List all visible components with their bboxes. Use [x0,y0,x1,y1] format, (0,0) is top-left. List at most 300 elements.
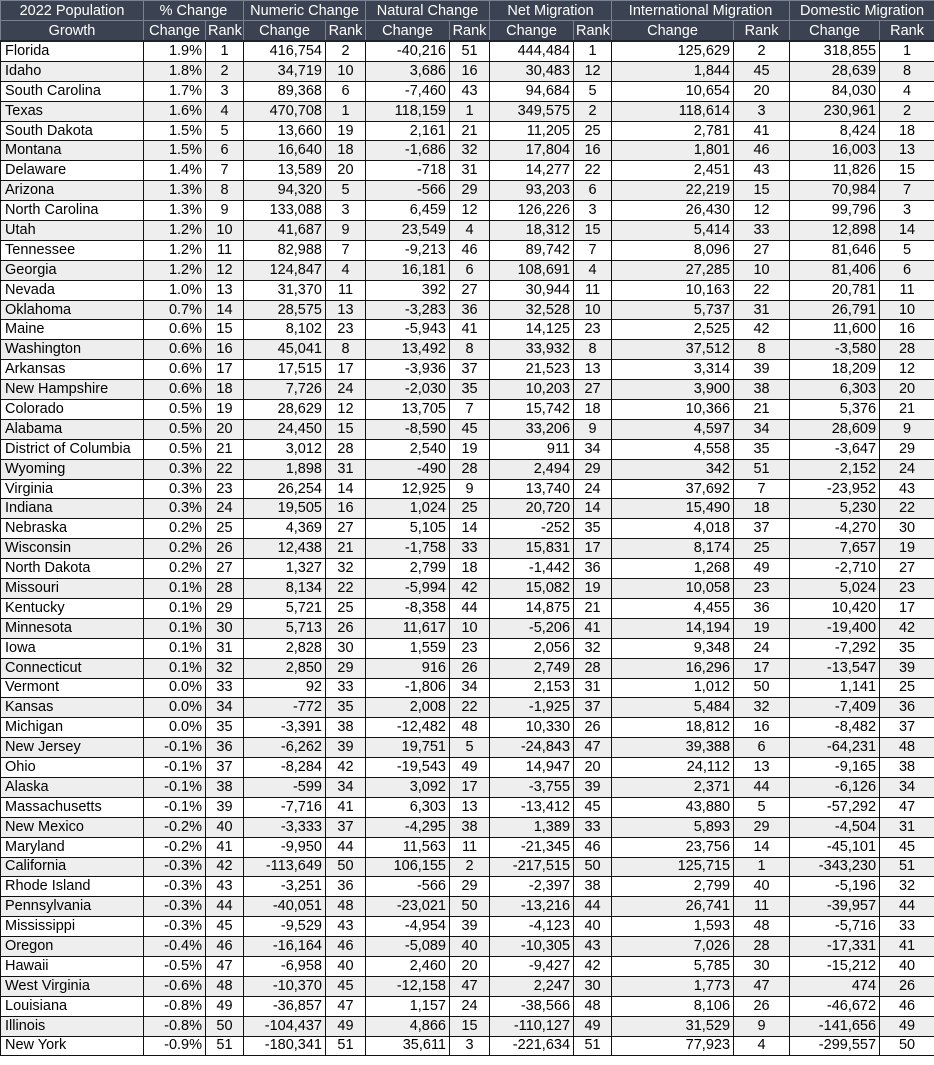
net-migration-rank-cell: 18 [574,400,612,420]
international-migration-rank-cell: 25 [734,539,790,559]
table-row [1,976,934,996]
net-migration-rank-cell: 6 [574,181,612,201]
net-migration-cell: -4,123 [490,917,574,937]
state-name-cell: Montana [1,141,144,161]
international-migration-cell: 15,490 [612,499,734,519]
domestic-migration-cell: -64,231 [790,738,880,758]
natural-change-cell: -5,943 [366,320,450,340]
domestic-migration-cell: 5,024 [790,579,880,599]
domestic-migration-rank-cell: 40 [880,956,934,976]
international-migration-cell: 1,593 [612,917,734,937]
domestic-migration-rank-cell: 10 [880,300,934,320]
natural-change-cell: -5,089 [366,937,450,957]
table-row [1,161,934,181]
table-row [1,559,934,579]
state-name-cell: South Carolina [1,81,144,101]
domestic-migration-cell: -2,710 [790,559,880,579]
pct-change-cell: 0.7% [144,300,206,320]
table-row [1,300,934,320]
numeric-change-cell: -3,391 [244,718,326,738]
natural-change-cell: 13,705 [366,400,450,420]
net-migration-cell: -5,206 [490,618,574,638]
pct-change-cell: 1.5% [144,121,206,141]
table-row [1,897,934,917]
international-migration-rank-cell: 6 [734,738,790,758]
pct-change-cell: -0.8% [144,996,206,1016]
domestic-migration-cell: 318,855 [790,41,880,61]
international-migration-rank-cell: 12 [734,201,790,221]
table-row [1,519,934,539]
international-migration-rank-cell: 37 [734,519,790,539]
natural-change-rank-cell: 5 [450,738,490,758]
natural-change-cell: -8,358 [366,598,450,618]
domestic-migration-cell: -5,196 [790,877,880,897]
domestic-migration-rank-cell: 50 [880,1036,934,1056]
numeric-change-cell: -599 [244,777,326,797]
pct-change-cell: -0.5% [144,956,206,976]
domestic-migration-rank-cell: 16 [880,320,934,340]
domestic-migration-cell: -13,547 [790,658,880,678]
net-migration-cell: -110,127 [490,1016,574,1036]
domestic-migration-cell: -23,952 [790,479,880,499]
natural-change-cell: -2,030 [366,380,450,400]
international-migration-rank-cell: 47 [734,976,790,996]
numeric-change-rank-cell: 44 [326,837,366,857]
net-migration-rank-cell: 24 [574,479,612,499]
net-migration-cell: 911 [490,439,574,459]
natural-change-rank-cell: 43 [450,81,490,101]
state-name-cell: Michigan [1,718,144,738]
numeric-change-rank-cell: 1 [326,101,366,121]
domestic-migration-rank-cell: 19 [880,539,934,559]
table-row [1,937,934,957]
pct-change-cell: 0.2% [144,519,206,539]
numeric-change-cell: -16,164 [244,937,326,957]
domestic-migration-rank-cell: 34 [880,777,934,797]
international-migration-cell: 342 [612,459,734,479]
subheader-cell: Rank [880,21,934,42]
net-migration-cell: 32,528 [490,300,574,320]
pct-change-rank-cell: 12 [206,260,244,280]
natural-change-rank-cell: 3 [450,1036,490,1056]
international-migration-cell: 77,923 [612,1036,734,1056]
natural-change-cell: 35,611 [366,1036,450,1056]
net-migration-rank-cell: 47 [574,738,612,758]
natural-change-rank-cell: 4 [450,221,490,241]
table-row [1,459,934,479]
domestic-migration-cell: 81,646 [790,240,880,260]
international-migration-rank-cell: 49 [734,559,790,579]
table-row [1,181,934,201]
natural-change-cell: -12,158 [366,976,450,996]
table-row [1,101,934,121]
domestic-migration-cell: 474 [790,976,880,996]
net-migration-rank-cell: 3 [574,201,612,221]
international-migration-rank-cell: 34 [734,419,790,439]
numeric-change-rank-cell: 15 [326,419,366,439]
pct-change-cell: 0.6% [144,360,206,380]
pct-change-rank-cell: 2 [206,61,244,81]
domestic-migration-rank-cell: 38 [880,758,934,778]
table-row [1,758,934,778]
state-name-cell: South Dakota [1,121,144,141]
table-row [1,400,934,420]
state-name-cell: Florida [1,41,144,61]
international-migration-rank-cell: 13 [734,758,790,778]
international-migration-rank-cell: 16 [734,718,790,738]
state-name-cell: New Hampshire [1,380,144,400]
numeric-change-cell: 5,713 [244,618,326,638]
pct-change-cell: -0.3% [144,877,206,897]
state-name-cell: Alaska [1,777,144,797]
domestic-migration-rank-cell: 43 [880,479,934,499]
state-name-cell: New Mexico [1,817,144,837]
domestic-migration-cell: -5,716 [790,917,880,937]
natural-change-rank-cell: 33 [450,539,490,559]
table-row [1,320,934,340]
net-migration-rank-cell: 42 [574,956,612,976]
pct-change-cell: 0.5% [144,439,206,459]
state-name-cell: Connecticut [1,658,144,678]
pct-change-rank-cell: 40 [206,817,244,837]
state-name-cell: Nebraska [1,519,144,539]
natural-change-rank-cell: 34 [450,678,490,698]
international-migration-rank-cell: 21 [734,400,790,420]
numeric-change-rank-cell: 17 [326,360,366,380]
domestic-migration-cell: 99,796 [790,201,880,221]
international-migration-cell: 125,629 [612,41,734,61]
net-migration-cell: -21,345 [490,837,574,857]
table-row [1,638,934,658]
pct-change-rank-cell: 44 [206,897,244,917]
international-migration-rank-cell: 8 [734,340,790,360]
net-migration-rank-cell: 1 [574,41,612,61]
domestic-migration-rank-cell: 8 [880,61,934,81]
natural-change-rank-cell: 48 [450,718,490,738]
international-migration-rank-cell: 4 [734,1036,790,1056]
pct-change-cell: 0.1% [144,579,206,599]
state-name-cell: Indiana [1,499,144,519]
net-migration-rank-cell: 14 [574,499,612,519]
header-numeric-change: Numeric Change [244,1,366,21]
net-migration-cell: 444,484 [490,41,574,61]
natural-change-cell: -4,954 [366,917,450,937]
net-migration-cell: 14,875 [490,598,574,618]
header-domestic-migration: Domestic Migration [790,1,934,21]
natural-change-cell: 5,105 [366,519,450,539]
numeric-change-cell: 4,369 [244,519,326,539]
domestic-migration-cell: 10,420 [790,598,880,618]
net-migration-cell: 30,944 [490,280,574,300]
natural-change-cell: -9,213 [366,240,450,260]
domestic-migration-cell: -7,409 [790,698,880,718]
international-migration-rank-cell: 18 [734,499,790,519]
domestic-migration-rank-cell: 36 [880,698,934,718]
state-name-cell: Maryland [1,837,144,857]
domestic-migration-rank-cell: 33 [880,917,934,937]
domestic-migration-rank-cell: 29 [880,439,934,459]
international-migration-cell: 2,525 [612,320,734,340]
natural-change-cell: -490 [366,459,450,479]
pct-change-rank-cell: 31 [206,638,244,658]
pct-change-rank-cell: 14 [206,300,244,320]
international-migration-rank-cell: 3 [734,101,790,121]
natural-change-rank-cell: 47 [450,976,490,996]
net-migration-cell: 2,056 [490,638,574,658]
numeric-change-cell: -104,437 [244,1016,326,1036]
natural-change-cell: -1,686 [366,141,450,161]
pct-change-cell: 0.0% [144,698,206,718]
net-migration-cell: 89,742 [490,240,574,260]
international-migration-rank-cell: 46 [734,141,790,161]
numeric-change-rank-cell: 18 [326,141,366,161]
domestic-migration-rank-cell: 22 [880,499,934,519]
numeric-change-cell: -40,051 [244,897,326,917]
domestic-migration-cell: 230,961 [790,101,880,121]
natural-change-cell: 106,155 [366,857,450,877]
net-migration-cell: 14,125 [490,320,574,340]
international-migration-cell: 5,737 [612,300,734,320]
numeric-change-cell: 17,515 [244,360,326,380]
subheader-cell: Rank [450,21,490,42]
natural-change-rank-cell: 16 [450,61,490,81]
international-migration-rank-cell: 24 [734,638,790,658]
international-migration-cell: 3,314 [612,360,734,380]
net-migration-rank-cell: 49 [574,1016,612,1036]
net-migration-rank-cell: 51 [574,1036,612,1056]
pct-change-rank-cell: 25 [206,519,244,539]
international-migration-rank-cell: 44 [734,777,790,797]
domestic-migration-rank-cell: 49 [880,1016,934,1036]
net-migration-cell: 17,804 [490,141,574,161]
domestic-migration-cell: -46,672 [790,996,880,1016]
domestic-migration-cell: -3,647 [790,439,880,459]
state-name-cell: Maine [1,320,144,340]
international-migration-rank-cell: 20 [734,81,790,101]
international-migration-rank-cell: 36 [734,598,790,618]
international-migration-rank-cell: 15 [734,181,790,201]
table-row [1,996,934,1016]
domestic-migration-cell: 5,230 [790,499,880,519]
international-migration-cell: 10,366 [612,400,734,420]
net-migration-cell: 20,720 [490,499,574,519]
numeric-change-cell: 34,719 [244,61,326,81]
table-row [1,280,934,300]
net-migration-rank-cell: 46 [574,837,612,857]
state-name-cell: Kansas [1,698,144,718]
international-migration-rank-cell: 27 [734,240,790,260]
numeric-change-cell: 8,134 [244,579,326,599]
international-migration-cell: 10,058 [612,579,734,599]
domestic-migration-cell: -141,656 [790,1016,880,1036]
pct-change-cell: -0.1% [144,758,206,778]
numeric-change-rank-cell: 50 [326,857,366,877]
numeric-change-rank-cell: 9 [326,221,366,241]
numeric-change-rank-cell: 7 [326,240,366,260]
state-name-cell: Mississippi [1,917,144,937]
international-migration-rank-cell: 17 [734,658,790,678]
net-migration-rank-cell: 26 [574,718,612,738]
domestic-migration-cell: 11,826 [790,161,880,181]
pct-change-cell: -0.1% [144,797,206,817]
domestic-migration-rank-cell: 46 [880,996,934,1016]
subheader-cell: Change [366,21,450,42]
numeric-change-rank-cell: 4 [326,260,366,280]
pct-change-cell: 0.6% [144,340,206,360]
net-migration-rank-cell: 2 [574,101,612,121]
domestic-migration-cell: 18,209 [790,360,880,380]
natural-change-cell: 2,008 [366,698,450,718]
pct-change-rank-cell: 37 [206,758,244,778]
pct-change-rank-cell: 20 [206,419,244,439]
state-name-cell: Utah [1,221,144,241]
net-migration-rank-cell: 32 [574,638,612,658]
state-name-cell: West Virginia [1,976,144,996]
numeric-change-rank-cell: 38 [326,718,366,738]
state-name-cell: Hawaii [1,956,144,976]
natural-change-cell: 2,540 [366,439,450,459]
international-migration-cell: 9,348 [612,638,734,658]
natural-change-rank-cell: 32 [450,141,490,161]
pct-change-cell: 1.2% [144,260,206,280]
pct-change-rank-cell: 38 [206,777,244,797]
natural-change-cell: 3,686 [366,61,450,81]
international-migration-rank-cell: 38 [734,380,790,400]
numeric-change-cell: 89,368 [244,81,326,101]
domestic-migration-rank-cell: 7 [880,181,934,201]
natural-change-cell: 12,925 [366,479,450,499]
net-migration-rank-cell: 17 [574,539,612,559]
international-migration-cell: 2,799 [612,877,734,897]
net-migration-rank-cell: 39 [574,777,612,797]
numeric-change-cell: -113,649 [244,857,326,877]
international-migration-cell: 4,558 [612,439,734,459]
international-migration-cell: 16,296 [612,658,734,678]
pct-change-cell: 0.1% [144,598,206,618]
domestic-migration-rank-cell: 13 [880,141,934,161]
international-migration-rank-cell: 33 [734,221,790,241]
net-migration-cell: 94,684 [490,81,574,101]
net-migration-rank-cell: 29 [574,459,612,479]
natural-change-rank-cell: 51 [450,41,490,61]
international-migration-rank-cell: 31 [734,300,790,320]
net-migration-cell: 2,749 [490,658,574,678]
natural-change-cell: 3,092 [366,777,450,797]
domestic-migration-cell: 20,781 [790,280,880,300]
numeric-change-cell: 8,102 [244,320,326,340]
header-net-migration: Net Migration [490,1,612,21]
numeric-change-rank-cell: 16 [326,499,366,519]
numeric-change-rank-cell: 43 [326,917,366,937]
international-migration-cell: 1,012 [612,678,734,698]
pct-change-rank-cell: 26 [206,539,244,559]
pct-change-rank-cell: 23 [206,479,244,499]
numeric-change-cell: 26,254 [244,479,326,499]
numeric-change-rank-cell: 3 [326,201,366,221]
net-migration-cell: 14,947 [490,758,574,778]
numeric-change-cell: 12,438 [244,539,326,559]
net-migration-rank-cell: 4 [574,260,612,280]
international-migration-cell: 37,512 [612,340,734,360]
numeric-change-rank-cell: 5 [326,181,366,201]
numeric-change-cell: 5,721 [244,598,326,618]
net-migration-rank-cell: 48 [574,996,612,1016]
state-name-cell: Oklahoma [1,300,144,320]
domestic-migration-cell: 26,791 [790,300,880,320]
net-migration-rank-cell: 35 [574,519,612,539]
table-row [1,698,934,718]
state-name-cell: Delaware [1,161,144,181]
numeric-change-cell: 2,828 [244,638,326,658]
natural-change-rank-cell: 35 [450,380,490,400]
numeric-change-cell: 24,450 [244,419,326,439]
state-name-cell: California [1,857,144,877]
domestic-migration-cell: 12,898 [790,221,880,241]
numeric-change-cell: -8,284 [244,758,326,778]
natural-change-rank-cell: 24 [450,996,490,1016]
pct-change-rank-cell: 35 [206,718,244,738]
state-name-cell: Texas [1,101,144,121]
international-migration-cell: 5,785 [612,956,734,976]
numeric-change-cell: 16,640 [244,141,326,161]
net-migration-rank-cell: 7 [574,240,612,260]
pct-change-rank-cell: 39 [206,797,244,817]
international-migration-rank-cell: 7 [734,479,790,499]
net-migration-cell: 33,206 [490,419,574,439]
state-name-cell: Kentucky [1,598,144,618]
natural-change-cell: 11,563 [366,837,450,857]
domestic-migration-rank-cell: 44 [880,897,934,917]
pct-change-cell: 0.2% [144,539,206,559]
natural-change-rank-cell: 39 [450,917,490,937]
international-migration-rank-cell: 5 [734,797,790,817]
pct-change-cell: -0.3% [144,897,206,917]
state-name-cell: Missouri [1,579,144,599]
pct-change-rank-cell: 27 [206,559,244,579]
international-migration-rank-cell: 35 [734,439,790,459]
numeric-change-rank-cell: 12 [326,400,366,420]
natural-change-cell: 6,459 [366,201,450,221]
domestic-migration-rank-cell: 17 [880,598,934,618]
table-row [1,718,934,738]
natural-change-cell: 118,159 [366,101,450,121]
international-migration-cell: 39,388 [612,738,734,758]
pct-change-rank-cell: 34 [206,698,244,718]
state-name-cell: Louisiana [1,996,144,1016]
table-row [1,61,934,81]
numeric-change-rank-cell: 48 [326,897,366,917]
international-migration-rank-cell: 2 [734,41,790,61]
natural-change-cell: 1,157 [366,996,450,1016]
table-row [1,240,934,260]
domestic-migration-rank-cell: 45 [880,837,934,857]
net-migration-cell: -221,634 [490,1036,574,1056]
net-migration-rank-cell: 45 [574,797,612,817]
pct-change-rank-cell: 3 [206,81,244,101]
domestic-migration-cell: 28,609 [790,419,880,439]
domestic-migration-cell: 11,600 [790,320,880,340]
pct-change-rank-cell: 46 [206,937,244,957]
pct-change-cell: 0.0% [144,678,206,698]
pct-change-cell: 0.5% [144,419,206,439]
natural-change-rank-cell: 45 [450,419,490,439]
numeric-change-rank-cell: 34 [326,777,366,797]
natural-change-rank-cell: 19 [450,439,490,459]
pct-change-rank-cell: 43 [206,877,244,897]
domestic-migration-cell: -6,126 [790,777,880,797]
table-row [1,121,934,141]
domestic-migration-rank-cell: 27 [880,559,934,579]
